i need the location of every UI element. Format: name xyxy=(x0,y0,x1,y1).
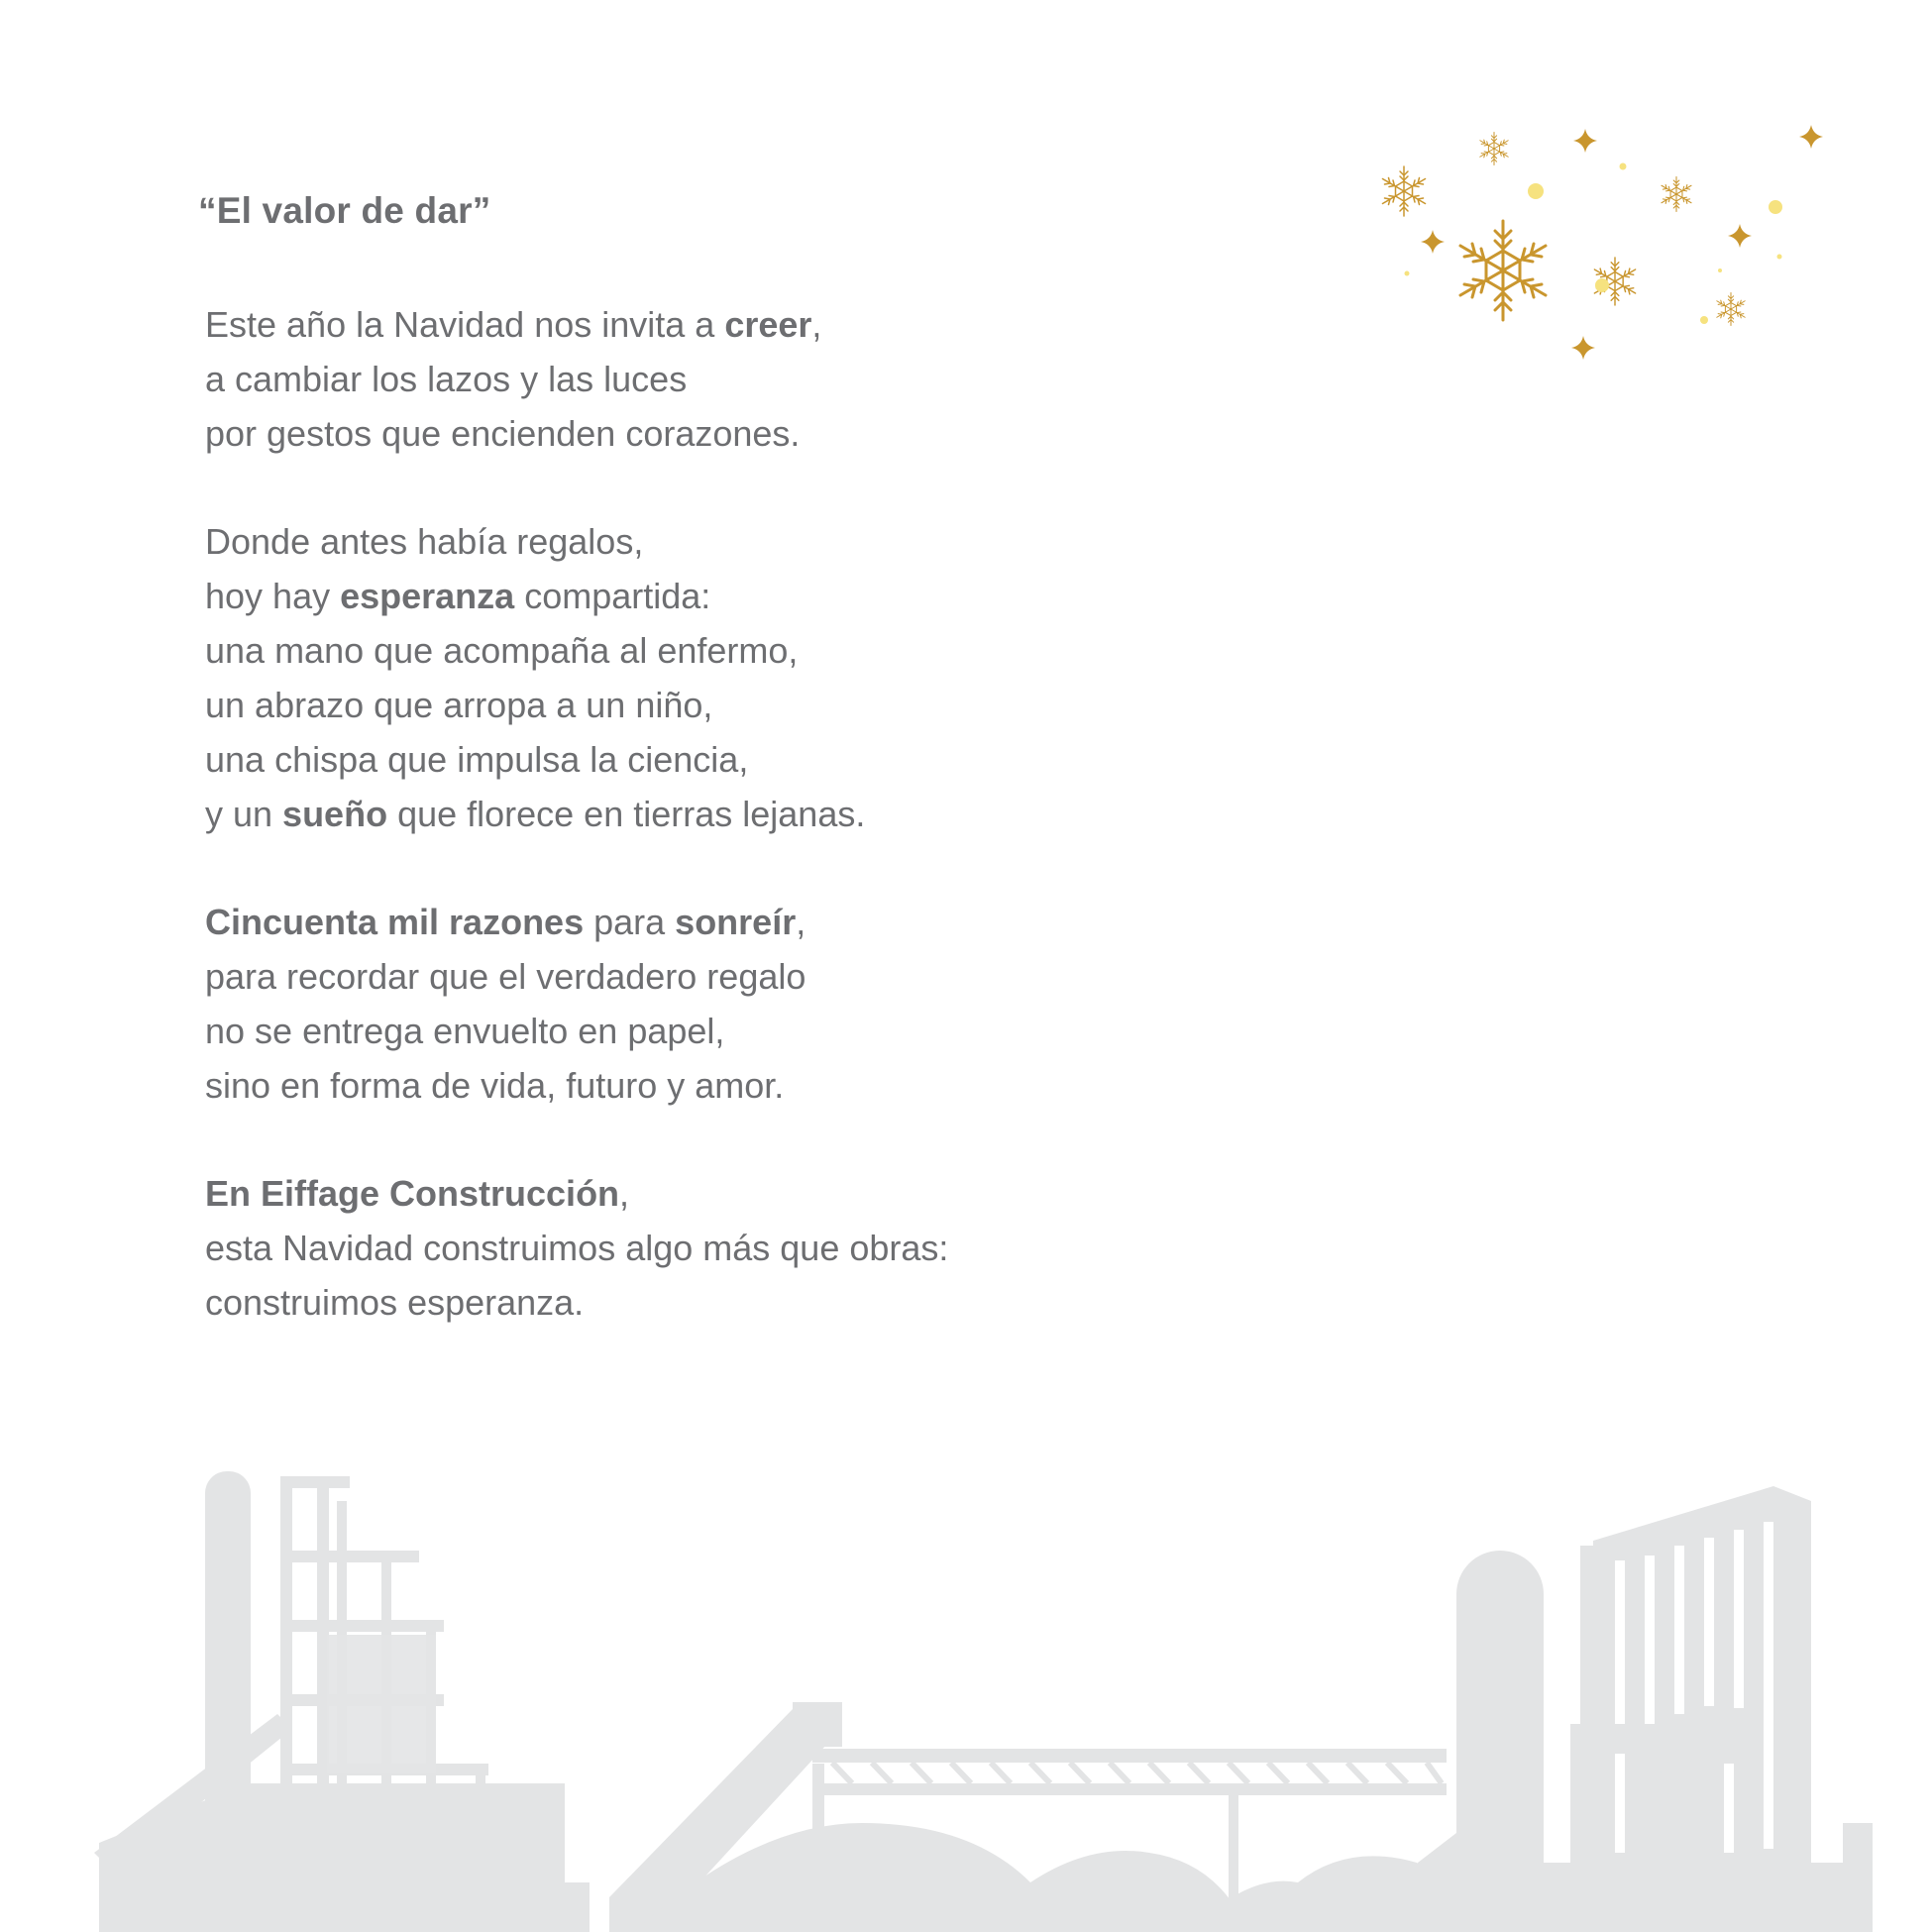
line-text: para xyxy=(584,902,676,942)
line-text: que florece en tierras lejanas. xyxy=(387,794,866,834)
poem-line xyxy=(205,1004,1196,1058)
sparkle-icon xyxy=(1573,129,1597,153)
emphasized-word: sueño xyxy=(282,794,388,834)
sparkle-icon xyxy=(1728,224,1752,248)
line-text: , xyxy=(811,304,822,345)
stanza xyxy=(205,895,1196,1113)
emphasized-word: Cincuenta mil razones xyxy=(205,902,585,942)
emphasized-word: sonreír xyxy=(675,902,797,942)
sparkle-icon xyxy=(1421,230,1445,254)
poem-line xyxy=(205,514,1196,569)
line-text: Donde antes había regalos, xyxy=(205,521,644,562)
line-text: por gestos que encienden corazones. xyxy=(205,413,801,454)
emphasized-word: esperanza xyxy=(340,576,515,616)
snowflake-icon xyxy=(1662,177,1691,212)
stanza xyxy=(205,297,1196,461)
poem-line xyxy=(205,1221,1196,1275)
poem-line xyxy=(205,678,1196,732)
poem-line xyxy=(205,1166,1196,1221)
line-text: , xyxy=(619,1173,630,1214)
poem-line xyxy=(205,895,1196,949)
sparkle-icon xyxy=(1571,336,1595,360)
stanza xyxy=(205,1166,1196,1330)
line-text: Este año la Navidad nos invita a xyxy=(205,304,725,345)
line-text: esta Navidad construimos algo más que obras: xyxy=(205,1228,949,1268)
snowflakes-decoration xyxy=(1367,119,1843,376)
line-text: no se entrega envuelto en papel, xyxy=(205,1011,725,1051)
line-text: a cambiar los lazos y las luces xyxy=(205,359,688,399)
sparkle-icon xyxy=(1799,125,1823,149)
poem-line xyxy=(205,352,1196,406)
line-text: un abrazo que arropa a un niño, xyxy=(205,685,713,725)
poem-line xyxy=(205,949,1196,1004)
emphasized-word: creer xyxy=(724,304,812,345)
snowflake-icon xyxy=(1383,166,1426,216)
poem-line xyxy=(205,1275,1196,1330)
poem-title: “El valor de dar” xyxy=(198,190,491,231)
poem-body xyxy=(205,297,1196,1383)
emphasized-word: En Eiffage Construcción xyxy=(205,1173,620,1214)
line-text: para recordar que el verdadero regalo xyxy=(205,956,806,997)
snowflake-icon xyxy=(1717,293,1745,326)
poem-line xyxy=(205,406,1196,461)
poem-line xyxy=(205,623,1196,678)
line-text: y un xyxy=(205,794,283,834)
poem-line xyxy=(205,297,1196,352)
poem-line xyxy=(205,732,1196,787)
line-text: sino en forma de vida, futuro y amor. xyxy=(205,1065,785,1106)
line-text: construimos esperanza. xyxy=(205,1282,585,1323)
snowflake-icon xyxy=(1460,221,1546,320)
industrial-skyline xyxy=(0,1447,1932,1932)
poem-line xyxy=(205,1058,1196,1113)
snowflake-icon xyxy=(1480,133,1508,165)
line-text: una chispa que impulsa la ciencia, xyxy=(205,739,749,780)
line-text: una mano que acompaña al enfermo, xyxy=(205,630,799,671)
stanza xyxy=(205,514,1196,841)
poem-line xyxy=(205,787,1196,841)
line-text: hoy hay xyxy=(205,576,341,616)
line-text: , xyxy=(796,902,806,942)
line-text: compartida: xyxy=(514,576,711,616)
poem-line xyxy=(205,569,1196,623)
